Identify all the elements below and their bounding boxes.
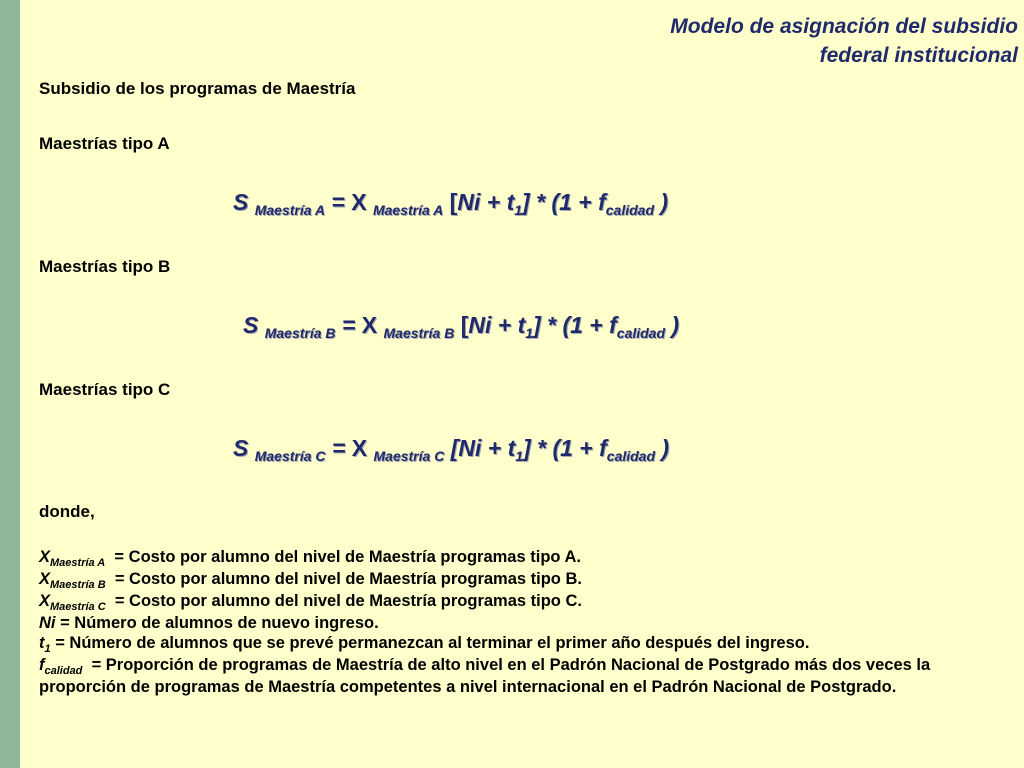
def-t1-text: = Número de alumnos que se prevé permanezcan al terminar el primer año después del ingreso. <box>50 634 810 652</box>
donde-label: donde, <box>39 502 95 521</box>
def-xc-text: = Costo por alumno del nivel de Maestría programas tipo C. <box>110 592 582 610</box>
formula-a-t-sub: 1 <box>514 202 523 218</box>
def-xa-symbol: X <box>39 548 51 566</box>
formula-a-tail: ] * (1 + f <box>522 189 606 215</box>
formula-a-x: X <box>351 189 367 215</box>
formula-b-f-sub: calidad <box>616 325 666 341</box>
formula-a-t: t <box>506 189 515 215</box>
def-xc-sub: Maestría C <box>50 601 106 613</box>
formula-c-close: ) <box>661 435 670 461</box>
formula-a-s: S <box>233 189 249 215</box>
slide-title-line-1: Modelo de asignación del subsidio <box>670 15 1018 38</box>
definition-x-maestria-a <box>39 547 999 569</box>
def-xa-text: = Costo por alumno del nivel de Maestría programas tipo A. <box>109 548 581 566</box>
formula-tipo-a <box>233 189 668 216</box>
formula-b-ni: Ni + <box>468 312 512 338</box>
definition-x-maestria-b <box>39 569 999 591</box>
formula-c-t: t <box>507 435 516 461</box>
def-xb-sub: Maestría B <box>50 579 106 591</box>
def-ni-symbol: Ni <box>39 614 56 632</box>
formula-c-ni: Ni + <box>458 435 502 461</box>
formula-c-t-sub: 1 <box>515 448 524 464</box>
formula-b-x-sub: Maestría B <box>383 325 455 341</box>
formula-a-close: ) <box>660 189 669 215</box>
def-fc-symbol: f <box>39 656 45 674</box>
def-xa-sub: Maestría A <box>50 557 106 569</box>
formula-c-f-sub: calidad <box>606 448 656 464</box>
section-heading: Subsidio de los programas de Maestría <box>39 79 356 98</box>
formula-tipo-c <box>233 435 669 462</box>
def-fc-sub: calidad <box>44 665 83 677</box>
formula-a-ni: Ni + <box>457 189 501 215</box>
heading-tipo-b: Maestrías tipo B <box>39 257 171 276</box>
formula-a-x-sub: Maestría A <box>372 202 444 218</box>
slide-title-line-2: federal institucional <box>819 44 1018 67</box>
formula-c-bracket: [ <box>450 435 459 461</box>
def-ni-text: = Número de alumnos de nuevo ingreso. <box>55 614 379 632</box>
formula-b-s: S <box>243 312 259 338</box>
formula-b-close: ) <box>671 312 680 338</box>
heading-tipo-a: Maestrías tipo A <box>39 134 170 153</box>
formula-a-eq: = <box>331 189 345 215</box>
slide-title <box>670 12 1018 70</box>
formula-b-tail: ] * (1 + f <box>533 312 617 338</box>
left-accent-bar <box>0 0 20 768</box>
definition-f-calidad <box>39 655 999 697</box>
formula-a-f-sub: calidad <box>605 202 654 218</box>
formula-c-x: X <box>351 435 368 461</box>
definitions-list <box>39 547 999 697</box>
definition-ni <box>39 613 999 633</box>
formula-b-s-sub: Maestría B <box>264 325 336 341</box>
definition-x-maestria-c <box>39 591 999 613</box>
formula-b-x: X <box>361 312 378 338</box>
formula-b-eq: = <box>341 312 356 338</box>
def-xc-symbol: X <box>39 592 51 610</box>
formula-a-s-sub: Maestría A <box>254 202 326 218</box>
formula-c-s-sub: Maestría C <box>254 448 326 464</box>
def-xb-text: = Costo por alumno del nivel de Maestría programas tipo B. <box>110 570 582 588</box>
heading-tipo-c: Maestrías tipo C <box>39 380 171 399</box>
formula-b-t-sub: 1 <box>525 325 534 341</box>
def-t1-sub: 1 <box>44 643 51 655</box>
formula-c-x-sub: Maestría C <box>373 448 445 464</box>
def-xb-symbol: X <box>39 570 51 588</box>
formula-c-s: S <box>233 435 249 461</box>
formula-b-bracket: [ <box>460 312 469 338</box>
definition-t1 <box>39 633 999 655</box>
formula-c-eq: = <box>331 435 346 461</box>
formula-tipo-b <box>243 312 679 339</box>
formula-a-bracket: [ <box>449 189 458 215</box>
formula-b-t: t <box>517 312 526 338</box>
formula-c-tail: ] * (1 + f <box>523 435 607 461</box>
def-fc-text: = Proporción de programas de Maestría de alto nivel en el Padrón Nacional de Postgrado más dos veces la proporción de programas de Maestría competentes a nivel internacional en el Padrón Nacional de Postgrado. <box>39 656 931 696</box>
def-t1-symbol: t <box>39 634 45 652</box>
